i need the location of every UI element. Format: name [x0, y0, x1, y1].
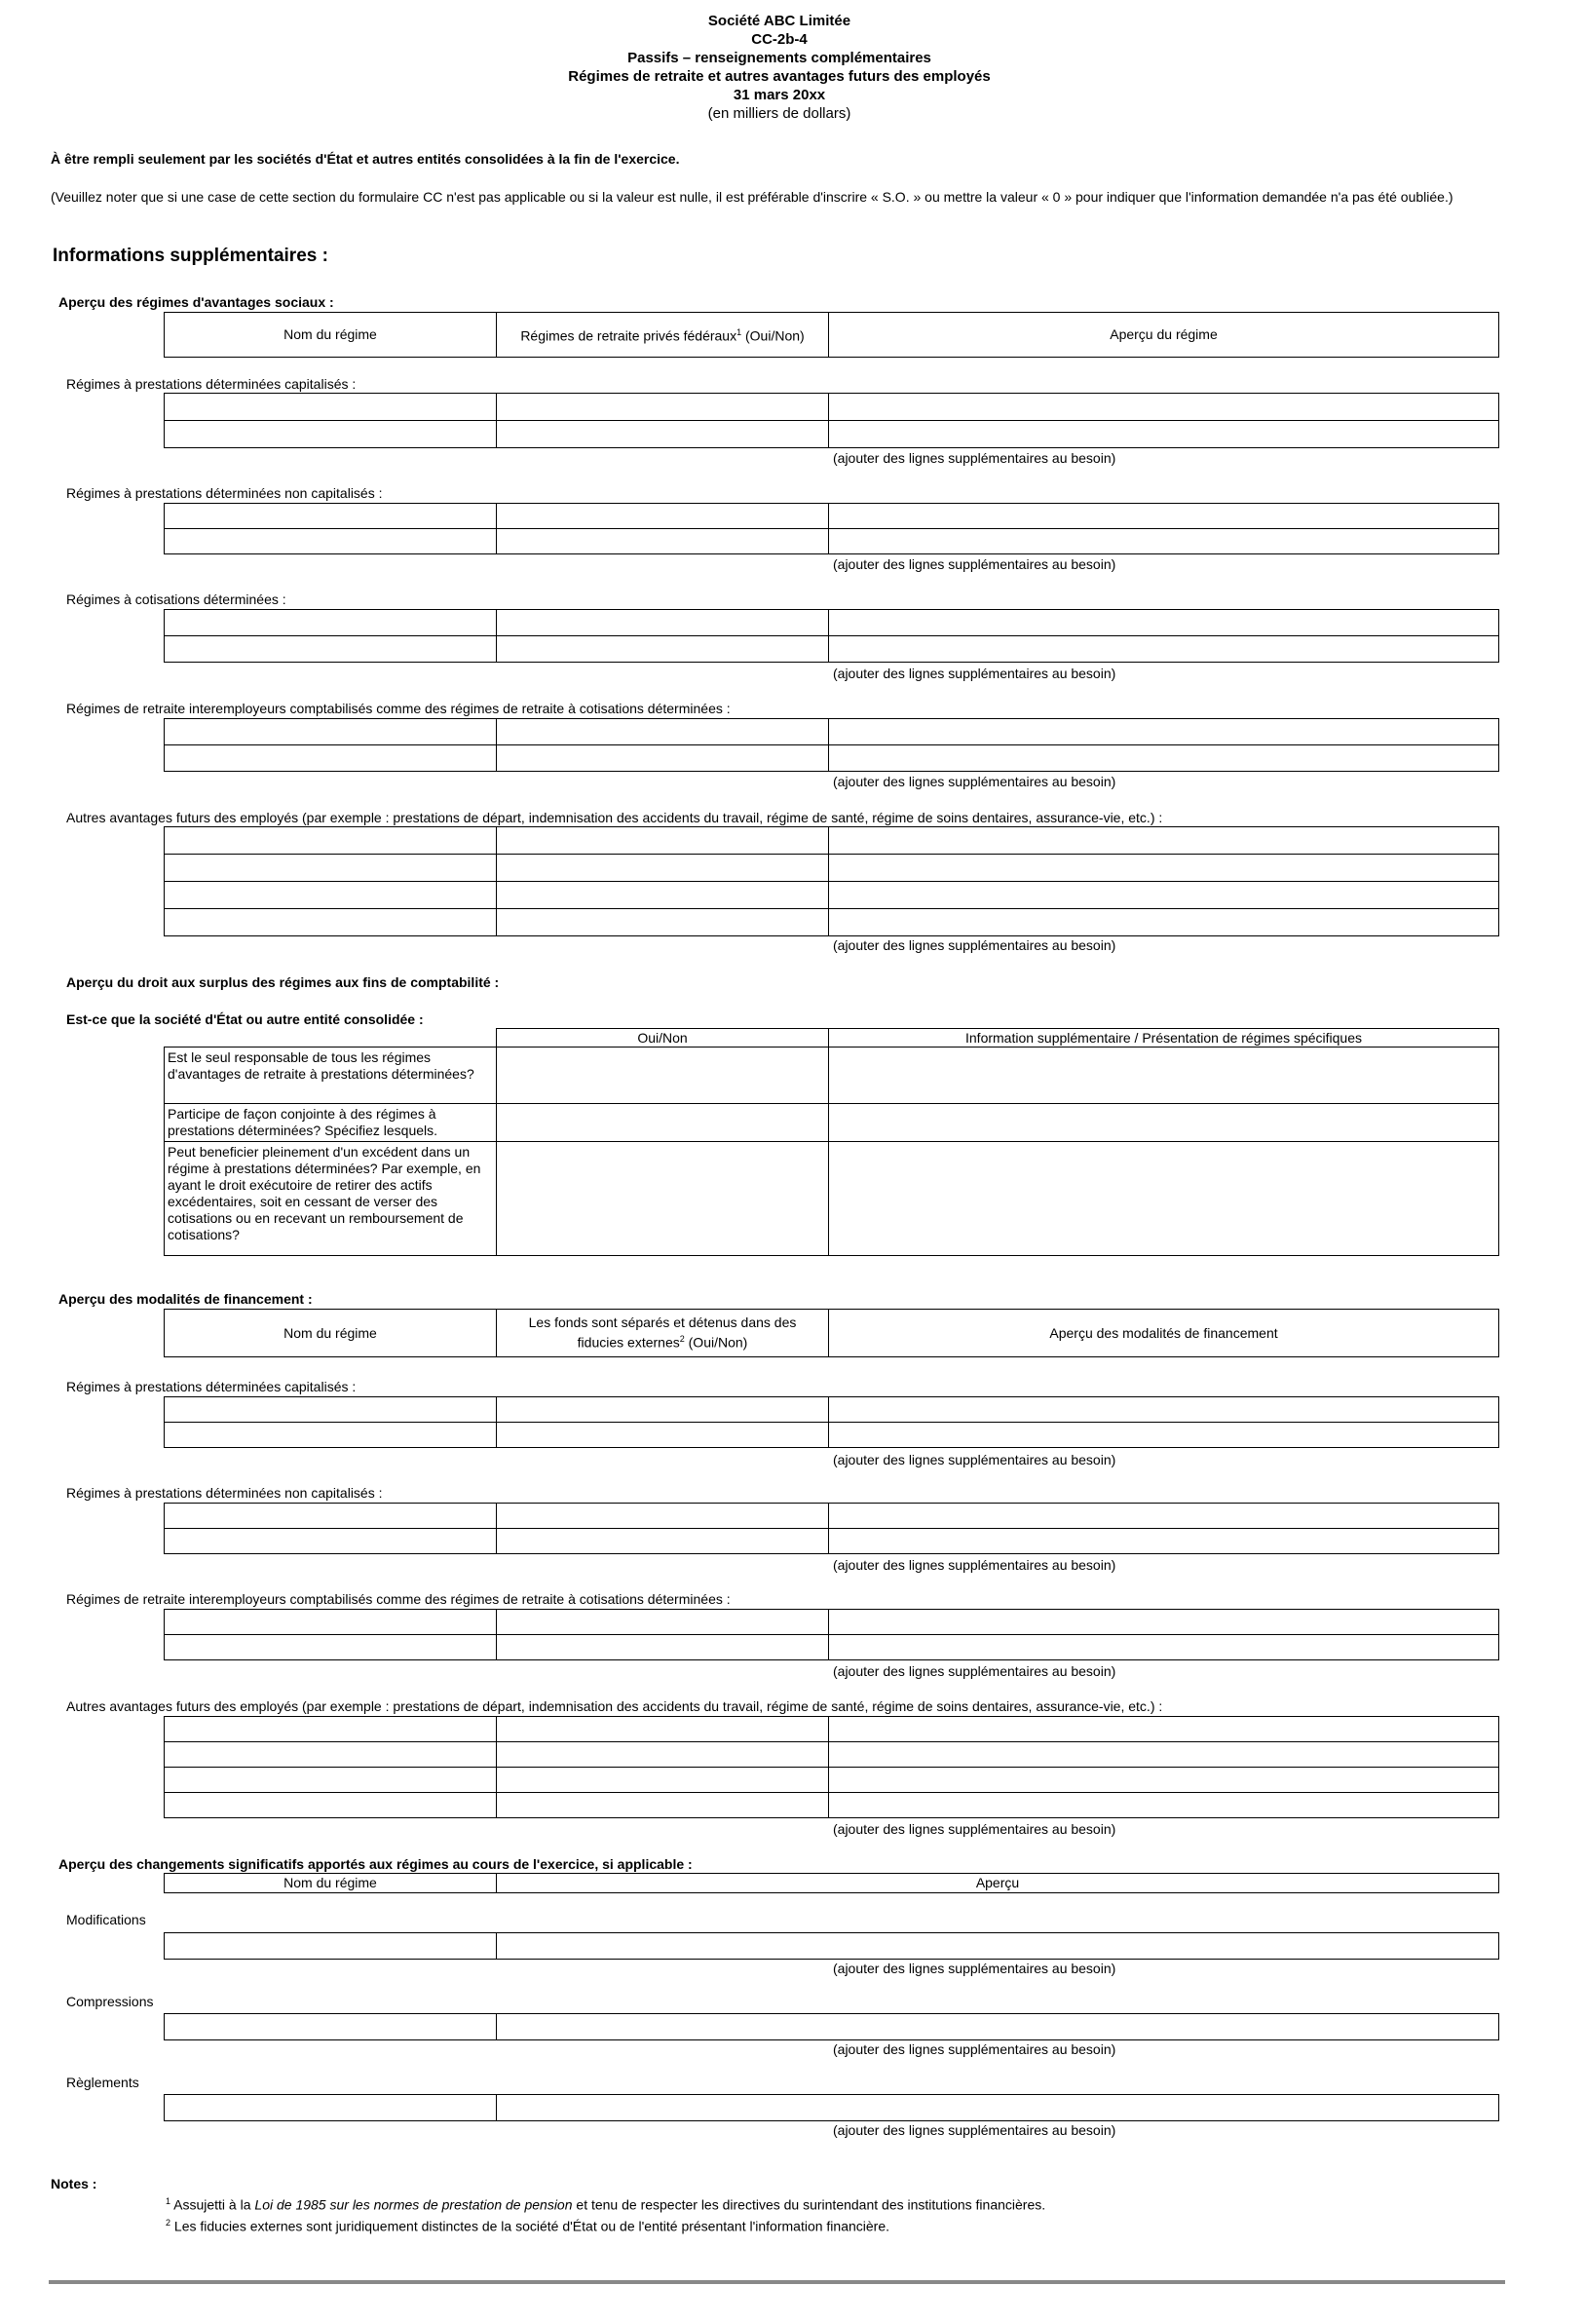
- funding-title: Aperçu des modalités de financement :: [58, 1291, 313, 1307]
- input-cell[interactable]: [497, 1529, 829, 1554]
- input-cell[interactable]: [829, 1610, 1499, 1635]
- group-label-settlements: Règlements: [66, 2075, 139, 2090]
- notes-title: Notes :: [51, 2176, 97, 2191]
- input-cell[interactable]: [829, 1397, 1499, 1423]
- input-cell[interactable]: [497, 1142, 829, 1256]
- input-cell[interactable]: [165, 719, 497, 745]
- input-cell[interactable]: [497, 1933, 1499, 1960]
- add-rows-hint: (ajouter des lignes supplémentaires au besoin): [833, 2041, 1116, 2057]
- add-rows-hint: (ajouter des lignes supplémentaires au besoin): [833, 1557, 1116, 1573]
- col-additional-info: Information supplémentaire / Présentation de régimes spécifiques: [829, 1029, 1499, 1048]
- input-cell[interactable]: [497, 2095, 1499, 2121]
- group-label: Autres avantages futurs des employés (par exemple : prestations de départ, indemnisation des accidents du travail, régime de santé, régime de soins dentaires, assurance-vie, etc.) :: [66, 810, 1163, 825]
- input-cell[interactable]: [165, 1742, 497, 1768]
- col-federal-plans: Régimes de retraite privés fédéraux$^1$ (Oui/Non): [497, 313, 829, 358]
- input-cell[interactable]: [497, 909, 829, 936]
- input-cell[interactable]: [165, 1610, 497, 1635]
- input-cell[interactable]: [829, 1048, 1499, 1104]
- input-cell[interactable]: [497, 1768, 829, 1793]
- input-cell[interactable]: [497, 636, 829, 663]
- input-cell[interactable]: [829, 636, 1499, 663]
- bottom-rule: [49, 2280, 1505, 2284]
- input-cell[interactable]: [497, 1504, 829, 1529]
- col-funding-overview: Aperçu des modalités de financement: [829, 1310, 1499, 1357]
- add-rows-hint: (ajouter des lignes supplémentaires au besoin): [833, 1452, 1116, 1467]
- form-code: CC-2b-4: [751, 31, 808, 48]
- info-title: Informations supplémentaires :: [53, 246, 328, 266]
- input-cell[interactable]: [829, 1793, 1499, 1818]
- input-cell[interactable]: [497, 1742, 829, 1768]
- surplus-question-intro: Est-ce que la société d'État ou autre entité consolidée :: [66, 1011, 424, 1027]
- input-cell[interactable]: [165, 1529, 497, 1554]
- funding-header-table: [164, 1309, 1499, 1357]
- add-rows-hint: (ajouter des lignes supplémentaires au besoin): [833, 1821, 1116, 1837]
- funding-group-table: [164, 1503, 1499, 1554]
- input-cell[interactable]: [829, 1717, 1499, 1742]
- input-cell[interactable]: [165, 1933, 497, 1960]
- empty-header-cell: [165, 1029, 497, 1048]
- input-cell[interactable]: [829, 745, 1499, 772]
- input-cell[interactable]: [165, 882, 497, 909]
- footnote-1: $^1$ Assujetti à la Loi de 1985 sur les normes de prestation de pension et tenu de respecter les directives du surintendant des institutions financières.: [166, 2196, 1046, 2213]
- col-plan-overview: Aperçu du régime: [829, 313, 1499, 358]
- col-yes-no: Oui/Non: [497, 1029, 829, 1048]
- input-cell[interactable]: [829, 610, 1499, 636]
- input-cell[interactable]: [829, 1423, 1499, 1448]
- input-cell[interactable]: [497, 1610, 829, 1635]
- input-cell[interactable]: [829, 1504, 1499, 1529]
- input-cell[interactable]: [829, 1635, 1499, 1660]
- input-cell[interactable]: [165, 636, 497, 663]
- group-label: Régimes à cotisations déterminées :: [66, 591, 286, 607]
- changes-group-table: [164, 1932, 1499, 1960]
- input-cell[interactable]: [497, 610, 829, 636]
- input-cell[interactable]: [165, 1768, 497, 1793]
- input-cell[interactable]: [829, 1768, 1499, 1793]
- input-cell[interactable]: [165, 1717, 497, 1742]
- col-plan-name: Nom du régime: [165, 313, 497, 358]
- footnote-2: $^2$ Les fiducies externes sont juridiquement distinctes de la société d'État ou de l'entité présentant l'information financière.: [166, 2218, 890, 2234]
- overview-header-table: [164, 312, 1499, 358]
- input-cell[interactable]: [497, 504, 829, 529]
- applicability-note: (Veuillez noter que si une case de cette section du formulaire CC n'est pas applicable ou si la valeur est nulle, il est préférable d'inscrire « S.O. » ou mettre la valeur « 0 » pour indiquer que l'information demandée n'a pas été oubliée.): [51, 189, 1453, 205]
- question-joint-participation: Participe de façon conjointe à des régimes à prestations déterminées? Spécifiez lesquels.: [165, 1104, 497, 1142]
- input-cell[interactable]: [165, 2095, 497, 2121]
- col-plan-name: Nom du régime: [165, 1310, 497, 1357]
- col-overview: Aperçu: [497, 1874, 1499, 1893]
- scope-instruction: À être rempli seulement par les sociétés d'État et autres entités consolidées à la fin de l'exercice.: [51, 151, 680, 167]
- input-cell[interactable]: [497, 1635, 829, 1660]
- input-cell[interactable]: [497, 827, 829, 855]
- input-cell[interactable]: [829, 529, 1499, 554]
- group-label: Régimes à prestations déterminées non capitalisés :: [66, 1485, 383, 1501]
- input-cell[interactable]: [497, 2014, 1499, 2040]
- col-plan-name: Nom du régime: [165, 1874, 497, 1893]
- input-cell[interactable]: [829, 909, 1499, 936]
- input-cell[interactable]: [165, 909, 497, 936]
- input-cell[interactable]: [829, 394, 1499, 421]
- input-cell[interactable]: [497, 394, 829, 421]
- overview-group-table: [164, 393, 1499, 448]
- input-cell[interactable]: [165, 827, 497, 855]
- question-sole-responsible: Est le seul responsable de tous les régimes d'avantages de retraite à prestations déterminées?: [165, 1048, 497, 1104]
- overview-group-table: [164, 826, 1499, 936]
- input-cell[interactable]: [497, 1048, 829, 1104]
- input-cell[interactable]: [165, 1423, 497, 1448]
- surplus-table: [164, 1028, 1499, 1256]
- input-cell[interactable]: [497, 855, 829, 882]
- group-label: Régimes à prestations déterminées non capitalisés :: [66, 485, 383, 501]
- overview-title: Aperçu des régimes d'avantages sociaux :: [58, 294, 334, 310]
- input-cell[interactable]: [829, 855, 1499, 882]
- input-cell[interactable]: [497, 1717, 829, 1742]
- changes-group-table: [164, 2013, 1499, 2040]
- input-cell[interactable]: [497, 529, 829, 554]
- col-external-trusts: Les fonds sont séparés et détenus dans des fiducies externes$^2$ (Oui/Non): [497, 1310, 829, 1357]
- input-cell[interactable]: [165, 394, 497, 421]
- input-cell[interactable]: [829, 882, 1499, 909]
- input-cell[interactable]: [829, 1529, 1499, 1554]
- group-label: Régimes de retraite interemployeurs comptabilisés comme des régimes de retraite à cotisations déterminées :: [66, 701, 731, 716]
- input-cell[interactable]: [497, 882, 829, 909]
- input-cell[interactable]: [497, 1423, 829, 1448]
- question-surplus-benefit: Peut beneficier pleinement d'un excédent dans un régime à prestations déterminées? Par exemple, en ayant le droit exécutoire de retirer des actifs excédentaires, soit en cessant de verser des cotisations ou en recevant un remboursement de cotisations?: [165, 1142, 497, 1256]
- add-rows-hint: (ajouter des lignes supplémentaires au besoin): [833, 774, 1116, 789]
- input-cell[interactable]: [165, 855, 497, 882]
- add-rows-hint: (ajouter des lignes supplémentaires au besoin): [833, 937, 1116, 953]
- add-rows-hint: (ajouter des lignes supplémentaires au besoin): [833, 666, 1116, 681]
- input-cell[interactable]: [829, 1142, 1499, 1256]
- input-cell[interactable]: [497, 1104, 829, 1142]
- surplus-title: Aperçu du droit aux surplus des régimes aux fins de comptabilité :: [66, 974, 500, 990]
- input-cell[interactable]: [497, 719, 829, 745]
- group-label: Autres avantages futurs des employés (par exemple : prestations de départ, indemnisation des accidents du travail, régime de santé, régime de soins dentaires, assurance-vie, etc.) :: [66, 1698, 1163, 1714]
- input-cell[interactable]: [165, 421, 497, 448]
- input-cell[interactable]: [165, 1635, 497, 1660]
- input-cell[interactable]: [497, 745, 829, 772]
- input-cell[interactable]: [829, 1104, 1499, 1142]
- input-cell[interactable]: [165, 1793, 497, 1818]
- add-rows-hint: (ajouter des lignes supplémentaires au besoin): [833, 2122, 1116, 2138]
- add-rows-hint: (ajouter des lignes supplémentaires au besoin): [833, 556, 1116, 572]
- add-rows-hint: (ajouter des lignes supplémentaires au besoin): [833, 450, 1116, 466]
- input-cell[interactable]: [165, 1397, 497, 1423]
- input-cell[interactable]: [165, 610, 497, 636]
- group-label: Régimes à prestations déterminées capitalisés :: [66, 376, 357, 392]
- add-rows-hint: (ajouter des lignes supplémentaires au besoin): [833, 1663, 1116, 1679]
- units-note: (en milliers de dollars): [707, 105, 851, 122]
- changes-title: Aperçu des changements significatifs apportés aux régimes au cours de l'exercice, si applicable :: [58, 1856, 693, 1872]
- input-cell[interactable]: [497, 1397, 829, 1423]
- input-cell[interactable]: [165, 504, 497, 529]
- subject-title: Régimes de retraite et autres avantages futurs des employés: [568, 68, 991, 85]
- section-title: Passifs – renseignements complémentaires: [627, 50, 931, 66]
- input-cell[interactable]: [497, 421, 829, 448]
- input-cell[interactable]: [829, 504, 1499, 529]
- input-cell[interactable]: [829, 421, 1499, 448]
- overview-group-table: [164, 503, 1499, 554]
- funding-group-table: [164, 1716, 1499, 1818]
- overview-group-table: [164, 718, 1499, 772]
- input-cell[interactable]: [165, 2014, 497, 2040]
- input-cell[interactable]: [165, 529, 497, 554]
- input-cell[interactable]: [829, 1742, 1499, 1768]
- overview-group-table: [164, 609, 1499, 663]
- input-cell[interactable]: [829, 719, 1499, 745]
- input-cell[interactable]: [165, 745, 497, 772]
- input-cell[interactable]: [165, 1504, 497, 1529]
- changes-group-table: [164, 2094, 1499, 2121]
- report-date: 31 mars 20xx: [733, 87, 826, 103]
- changes-header-table: [164, 1873, 1499, 1893]
- group-label-modifications: Modifications: [66, 1912, 146, 1927]
- company-name: Société ABC Limitée: [707, 13, 851, 29]
- input-cell[interactable]: [497, 1793, 829, 1818]
- funding-group-table: [164, 1609, 1499, 1660]
- group-label-compressions: Compressions: [66, 1994, 154, 2009]
- add-rows-hint: (ajouter des lignes supplémentaires au besoin): [833, 1961, 1116, 1976]
- group-label: Régimes de retraite interemployeurs comptabilisés comme des régimes de retraite à cotisations déterminées :: [66, 1591, 731, 1607]
- funding-group-table: [164, 1396, 1499, 1448]
- input-cell[interactable]: [829, 827, 1499, 855]
- group-label: Régimes à prestations déterminées capitalisés :: [66, 1379, 357, 1394]
